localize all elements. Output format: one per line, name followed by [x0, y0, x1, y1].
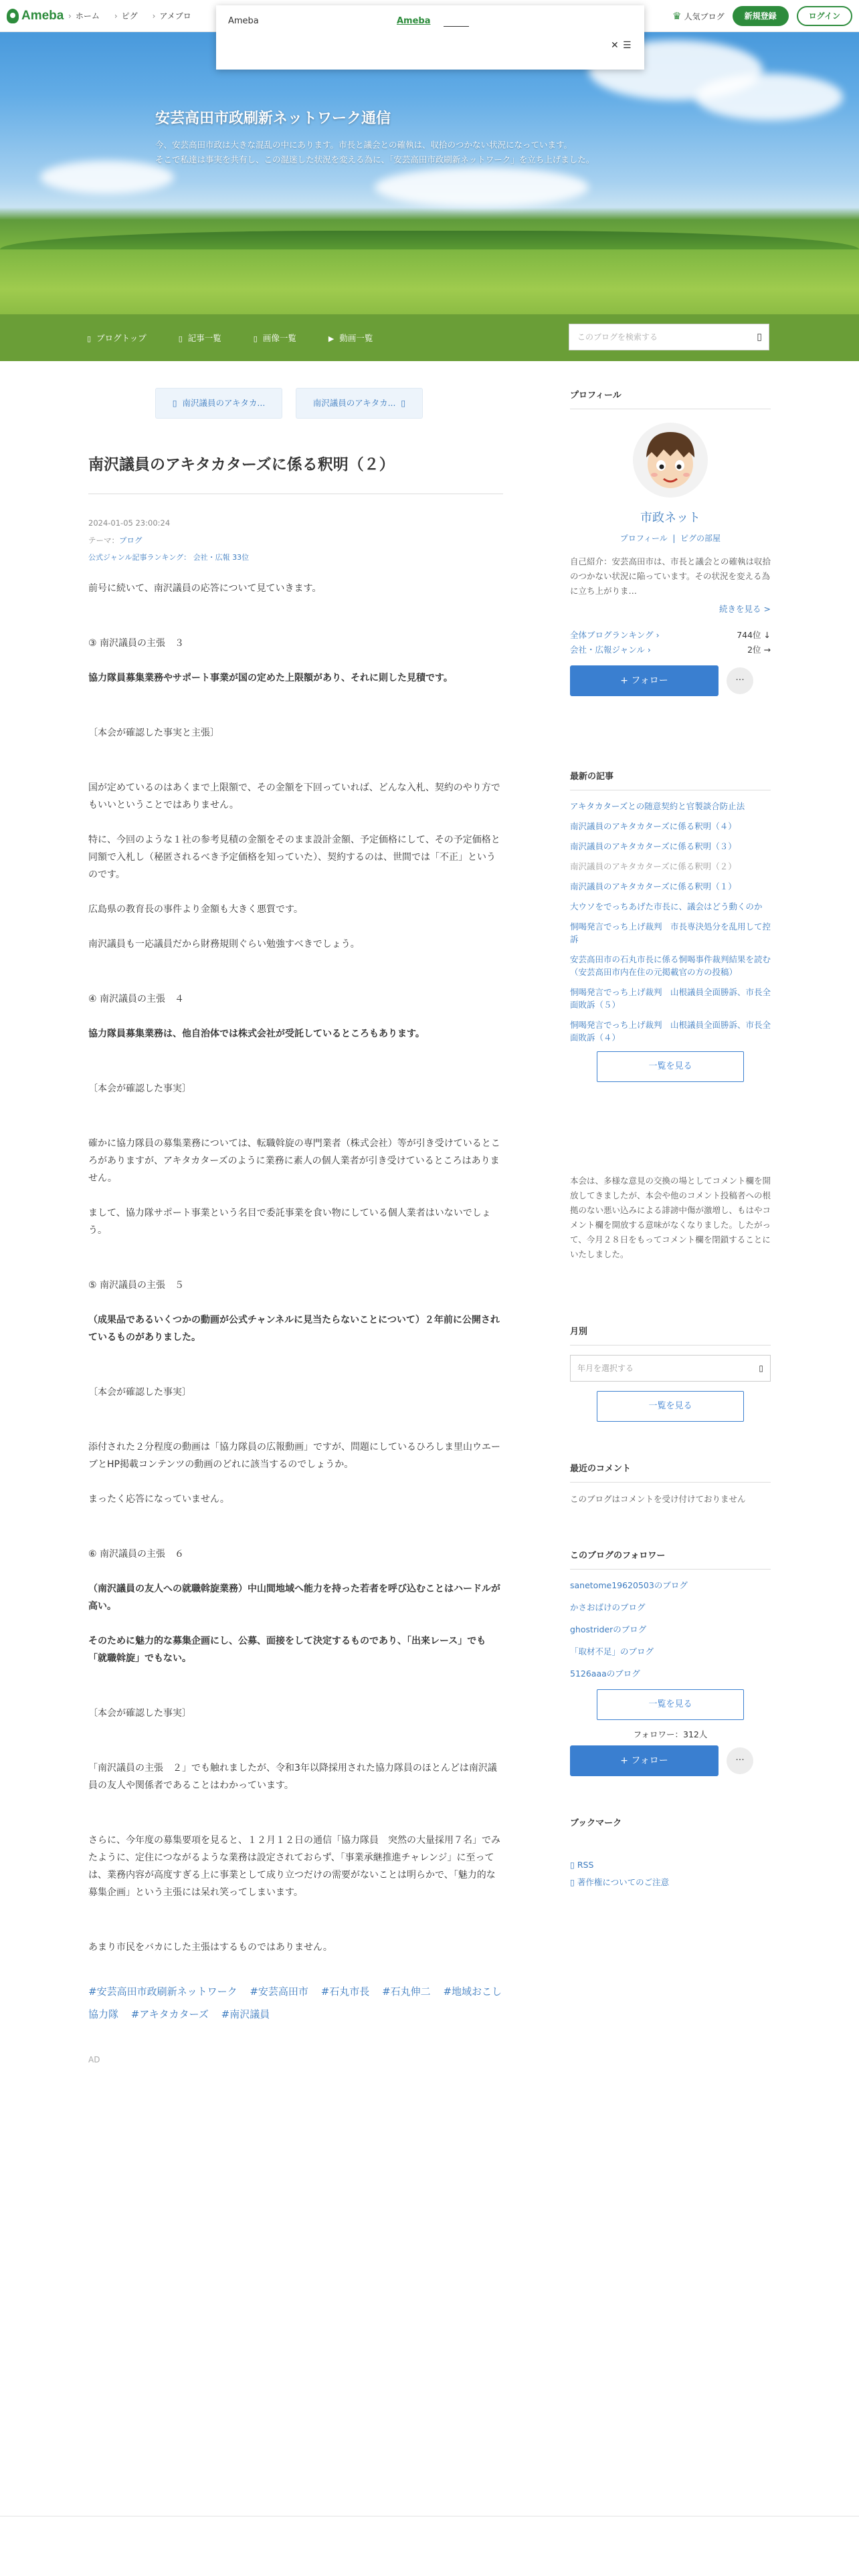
follower-link[interactable]: ghostriderのブログ — [570, 1624, 647, 1634]
hashtag-link[interactable]: #アキタカターズ — [130, 2008, 209, 2020]
avatar-illustration — [633, 423, 708, 498]
notice-section — [570, 1174, 771, 1262]
entry-paragraph: 添付された２分程度の動画は「協力隊員の広報動画」ですが、問題にしているひろしま里山ウエーブとHP掲載コンテンツの動画のどれに該当するのでしょうか。 — [88, 1442, 500, 1470]
recent-entry-link[interactable]: 南沢議員のアキタカターズに係る釈明（３） — [570, 841, 737, 851]
ameba-dropdown-panel — [216, 5, 644, 70]
follower-link[interactable]: sanetome19620503のブログ — [570, 1580, 688, 1590]
treeline-decoration — [0, 231, 859, 249]
chevron-down-icon: ▯ — [759, 1364, 763, 1373]
entry-paragraph — [88, 1311, 503, 1346]
prev-entry-link[interactable]: ▯ 南沢議員のアキタカ... — [155, 388, 282, 419]
entry-paragraph: まったく応答になっていません。 — [88, 1494, 229, 1505]
recent-entry-link[interactable]: 南沢議員のアキタカターズに係る釈明（２） — [570, 861, 737, 871]
entry-bold-text: （南沢議員の友人への就職斡旋業務）中山間地域へ能力を持った若者を呼び込むことはハードルが高い。 — [88, 1584, 500, 1612]
comments-disabled-text: このブログはコメントを受け付けておりません — [570, 1494, 746, 1504]
popular-blog-label: 人気ブログ — [684, 11, 725, 21]
dropdown-link[interactable]: Ameba — [397, 16, 431, 26]
recent-entry-link[interactable]: 大ウソをでっちあげた市長に、議会はどう動くのか — [570, 901, 763, 911]
nav-image-list-label: 画像一覧 — [262, 333, 296, 343]
followers-section — [570, 1548, 771, 1776]
profile-links: プロフィール | ピグの部屋 — [619, 534, 721, 543]
recent-entries-list — [570, 800, 771, 1044]
home-icon: ▯ — [87, 334, 92, 343]
nav-home[interactable]: › ホーム — [68, 10, 100, 21]
rank-row — [570, 628, 771, 643]
bookmark-section — [570, 1816, 771, 1891]
blog-description-line: そこで私達は事実を共有し、この混迷した状況を変える為に、「安芸高田市政刷新ネットワーク」を立ち上げました。 — [155, 154, 595, 165]
entry-title[interactable]: 南沢議員のアキタカターズに係る釈明（２） — [88, 453, 503, 494]
overall-rank-value: 744位 ↓ — [737, 630, 771, 640]
entry-paragraph: ⑥ 南沢議員の主張 ６ — [88, 1549, 185, 1560]
monthly-more-button[interactable]: 一覧を見る — [597, 1391, 744, 1422]
follower-link[interactable]: 「取材不足」のブログ — [570, 1646, 654, 1656]
entry-paragraph — [88, 1632, 503, 1667]
entry-paragraph: 広島県の教育長の事件より金額も大きく悪質です。 — [88, 904, 303, 915]
avatar[interactable] — [633, 423, 708, 498]
entry-paragraph: 〔本会が確認した事実と主張〕 — [88, 728, 219, 738]
more-options-icon[interactable]: ··· — [727, 1747, 753, 1774]
blog-search-input[interactable] — [569, 324, 769, 350]
comments-heading: 最近のコメント — [570, 1461, 771, 1483]
entry-date: 2024-01-05 23:00:24 — [88, 518, 171, 528]
entry-paragraph: 特に、今回のような１社の参考見積の金額をそのまま設計金額、予定価格にして、その予定価格と同額で入札し（秘匿されるべき予定価格を知っていた）、契約するのは、世間では「不正」というのです。 — [88, 835, 500, 880]
main-column — [88, 361, 503, 2064]
nav-pigg[interactable]: › ピグ — [114, 10, 138, 21]
entry-bold-text: 協力隊員募集業務やサポート事業が国の定めた上限額があり、それに則した見積です。 — [88, 673, 453, 683]
entry-paragraph — [88, 1580, 503, 1615]
cloud-decoration — [696, 74, 843, 120]
login-button[interactable]: ログイン — [797, 6, 852, 26]
entry-paragraph: 〔本会が確認した事実〕 — [88, 1387, 191, 1398]
entry-theme — [88, 532, 503, 549]
copyright-link[interactable] — [570, 1874, 771, 1891]
pigg-room-link[interactable]: ピグの部屋 — [680, 534, 721, 543]
ranking-genre[interactable]: 会社・広報 — [193, 553, 230, 562]
crown-icon: ♛ — [672, 10, 682, 22]
recent-entry-link[interactable]: 恫喝発言でっち上げ裁判 山根議員全面勝訴、市長全面敗訴（５） — [570, 987, 771, 1010]
entry-paragraph: ③ 南沢議員の主張 ３ — [88, 638, 185, 649]
nav-video-list[interactable] — [328, 332, 373, 344]
profile-introduction: 自己紹介：安芸高田市は、市長と議会との確執は収拾のつかない状況に陥っています。その状況を変える為に立ち上がりま… — [570, 556, 771, 596]
follower-link[interactable]: かさおばけのブログ — [570, 1602, 646, 1612]
entry-paragraph: 南沢議員も一応議員だから財務規則ぐらい勉強すべきでしょう。 — [88, 939, 360, 950]
more-options-icon[interactable]: ··· — [727, 667, 753, 694]
blog-nav-items — [87, 332, 373, 344]
image-icon: ▯ — [253, 334, 258, 343]
copyright-label: 著作権についてのご注意 — [577, 1877, 670, 1887]
entry-paragraph: あまり市民をバカにした主張はするものではありません。 — [88, 1942, 332, 1953]
month-select-placeholder: 年月を選択する — [577, 1364, 634, 1373]
follow-row — [570, 1745, 771, 1776]
ranking-block — [570, 628, 771, 657]
entry-paragraph: ④ 南沢議員の主張 ４ — [88, 994, 185, 1004]
ameba-logo-icon — [7, 9, 19, 23]
video-icon: ▶ — [328, 334, 335, 343]
rank-row — [570, 643, 771, 657]
profile-link[interactable]: プロフィール — [619, 534, 668, 543]
follower-count-label: フォロワー： — [633, 1729, 684, 1739]
bookmark-links — [570, 1856, 771, 1891]
entry-bold-text: （成果品であるいくつかの動画が公式チャンネルに見当たらないことについて）２年前に公開されているものがありました。 — [88, 1315, 500, 1343]
entry-paragraph — [88, 669, 503, 687]
entry-paragraph: 〔本会が確認した事実〕 — [88, 1083, 191, 1094]
entry-pager — [155, 388, 503, 419]
next-entry-link[interactable]: 南沢議員のアキタカ... ▯ — [296, 388, 423, 419]
entry-paragraph: 「南沢議員の主張 ２」でも触れましたが、令和3年以降採用された協力隊員のほとんどは南沢議員の友人や関係者であることはわかっています。 — [88, 1763, 497, 1791]
dropdown-link-underline[interactable] — [444, 16, 469, 27]
monthly-archive-section — [570, 1324, 771, 1422]
entry-ranking — [88, 549, 503, 566]
nav-ameblo[interactable]: › アメブロ — [153, 10, 191, 21]
entry-hashtags — [88, 1980, 503, 2026]
hashtag-link[interactable]: #石丸伸二 — [382, 1985, 431, 1998]
copyright-icon: ▯ — [570, 1877, 577, 1887]
follow-button[interactable]: + フォロー — [570, 665, 719, 696]
recent-entries-section — [570, 769, 771, 1082]
entry-bold-text: そのために魅力的な募集企画にし、公募、面接をして決定するものであり、「出来レース」でも「就職斡旋」でもない。 — [88, 1636, 486, 1664]
entry-paragraph: ⑤ 南沢議員の主張 ５ — [88, 1280, 185, 1291]
logo-text: Ameba — [21, 9, 64, 23]
cloud-decoration — [40, 160, 174, 194]
entry-meta — [88, 514, 503, 566]
recent-entry-link[interactable]: 南沢議員のアキタカターズに係る釈明（１） — [570, 881, 737, 891]
ranking-value[interactable]: 33位 — [232, 553, 250, 562]
entry-bold-text: 協力隊員募集業務は、他自治体では株式会社が受託しているところもあります。 — [88, 1029, 425, 1039]
entry-paragraph — [88, 1025, 503, 1043]
ranking-label[interactable]: 公式ジャンル記事ランキング： — [88, 553, 191, 562]
theme-link[interactable]: ブログ — [119, 536, 142, 545]
follower-count — [570, 1728, 771, 1740]
rss-label: RSS — [577, 1860, 594, 1870]
entry-paragraph: 国が定めているのはあくまで上限額で、その金額を下回っていれば、どんな入札、契約のやり方でもいいということではありません。 — [88, 782, 500, 811]
blog-description — [155, 138, 594, 167]
hashtag-link[interactable]: #石丸市長 — [320, 1985, 370, 1998]
search-placeholder: このブログを検索する — [577, 332, 658, 342]
recent-entries-more-button[interactable]: 一覧を見る — [597, 1051, 744, 1082]
nav-image-list[interactable] — [254, 332, 296, 344]
follower-count-value: 312人 — [683, 1729, 708, 1739]
list-icon: ▯ — [178, 334, 183, 343]
month-select[interactable] — [570, 1355, 771, 1382]
comment-notice: 本会は、多様な意見の交換の場としてコメント欄を開放してきましたが、本会や他のコメント投稿者への根拠のない悪い込みによる誹謗中傷が激増し、もはやコメント欄を開放する意味がなくなりました。したがって、今月２８日をもってコメント欄を閉鎖することにいたしました。 — [570, 1176, 771, 1259]
blog-description-line: 今、安芸高田市政は大きな混乱の中にあります。市長と議会との確執は、収拾のつかない状況になっています。 — [155, 140, 573, 150]
recent-entry-link[interactable]: アキタカターズとの随意契約と官製談合防止法 — [570, 801, 745, 811]
profile-heading: プロフィール — [570, 388, 771, 409]
nav-entry-list-label: 記事一覧 — [187, 333, 221, 343]
blog-title[interactable]: 安芸高田市政刷新ネットワーク通信 — [155, 110, 391, 127]
profile-name[interactable]: 市政ネット — [640, 511, 700, 525]
register-button[interactable]: 新規登録 — [733, 6, 789, 26]
rss-icon: ▯ — [570, 1860, 577, 1870]
topbar-actions — [672, 6, 852, 26]
next-entry-label: 南沢議員のアキタカ... — [312, 398, 396, 408]
nav-entry-list[interactable] — [179, 332, 221, 344]
hashtag-link[interactable]: #安芸高田市政刷新ネットワーク — [88, 1985, 237, 1998]
popular-blog-link[interactable] — [672, 10, 724, 22]
followers-heading: このブログのフォロワー — [570, 1548, 771, 1570]
recent-entry-link[interactable]: 恫喝発言でっち上げ裁判 山根議員全面勝訴、市長全面敗訴（４） — [570, 1020, 771, 1043]
recent-entry-link[interactable]: 恫喝発言でっち上げ裁判 市長専決処分を乱用して控訴 — [570, 922, 771, 944]
rss-link[interactable] — [570, 1856, 771, 1874]
ameba-logo[interactable] — [7, 8, 64, 24]
follow-button[interactable]: + フォロー — [570, 1745, 719, 1776]
genre-rank-value: 2位 → — [747, 645, 771, 655]
entry-paragraph: 〔本会が確認した事実〕 — [88, 1708, 191, 1719]
nav-video-list-label: 動画一覧 — [339, 333, 373, 343]
ad-label: AD — [88, 2055, 100, 2064]
profile-section — [570, 388, 771, 696]
follow-row — [570, 665, 771, 696]
prev-entry-label: 南沢議員のアキタカ... — [182, 398, 266, 408]
recent-entries-heading: 最新の記事 — [570, 769, 771, 790]
nav-blog-top-label: ブログトップ — [96, 333, 147, 343]
entry-paragraph: 確かに協力隊員の募集業務については、転職斡旋の専門業者（株式会社）等が引き受けているところがありますが、アキタカターズのように業務に素人の個人業者が引き受けているところはありません。 — [88, 1138, 500, 1184]
entry-paragraph: さらに、今年度の募集要項を見ると、１２月１２日の通信「協力隊員 突然の大量採用７名」でみたように、定住につながるような業務は設定されておらず、「事業承継推進チャレンジ」に至っては、業務内容が高度すぎる上に事業として成り立つだけの需要がないことは明らかで、「魅力的な募集企画」という主張には呆れ笑ってしまいます。 — [88, 1835, 500, 1898]
hashtag-link[interactable]: #南沢議員 — [221, 2008, 270, 2020]
top-navigation — [68, 10, 191, 21]
overall-rank-link[interactable]: 全体ブログランキング › — [570, 630, 660, 640]
monthly-heading: 月別 — [570, 1324, 771, 1346]
profile-more-link[interactable]: 続きを見る > — [719, 604, 771, 614]
hashtag-link[interactable]: #安芸高田市 — [250, 1985, 308, 1998]
close-icon[interactable]: ✕ — [611, 40, 619, 51]
bookmark-heading: ブックマーク — [570, 1818, 622, 1828]
theme-label: テーマ： — [88, 536, 119, 545]
nav-blog-top[interactable] — [87, 332, 147, 344]
followers-list — [570, 1579, 771, 1680]
entry-paragraph: まして、協力隊サポート事業という名目で委託事業を食い物にしている個人業者はいないでしょう。 — [88, 1208, 491, 1236]
genre-rank-link[interactable]: 会社・広報ジャンル › — [570, 645, 651, 655]
hashtag-link[interactable]: #地域おこし協力隊 — [88, 1985, 502, 2020]
recent-entry-link[interactable]: 南沢議員のアキタカターズに係る釈明（４） — [570, 821, 737, 831]
menu-icon[interactable]: ☰ — [623, 40, 632, 51]
follower-link[interactable]: 5126aaaのブログ — [570, 1669, 640, 1679]
search-icon[interactable]: ▯ — [757, 332, 762, 342]
cloud-decoration — [375, 167, 589, 207]
entry-paragraph: 前号に続いて、南沢議員の応答について見ていきます。 — [88, 583, 322, 594]
dropdown-title: Ameba — [228, 16, 259, 26]
recent-entry-link[interactable]: 安芸高田市の石丸市長に係る恫喝事件裁判結果を読む（安芸高田市内在住の元掲載官の方の投稿） — [570, 954, 771, 977]
followers-more-button[interactable]: 一覧を見る — [597, 1689, 744, 1720]
recent-comments-section — [570, 1461, 771, 1507]
entry-body — [88, 580, 503, 1956]
